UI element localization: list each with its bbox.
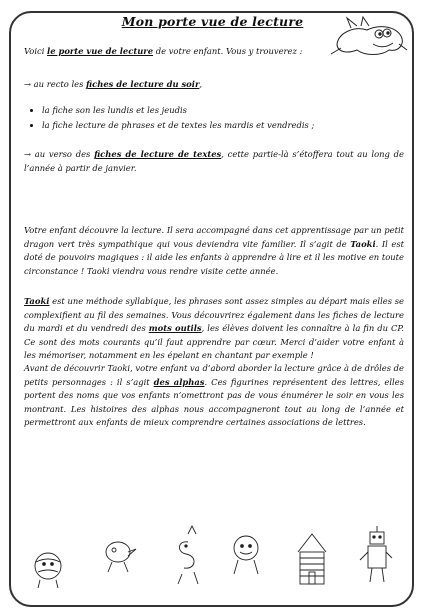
- recto-text-end: ,: [199, 79, 203, 89]
- page-title: Mon porte vue de lecture: [121, 14, 304, 29]
- intro-text: Voici: [24, 46, 48, 56]
- discovery-highlight: Taoki: [350, 238, 376, 249]
- alpha-figure-house-icon: [298, 534, 326, 584]
- recto-list: [30, 103, 412, 133]
- discovery-paragraph: [24, 224, 404, 278]
- discovery-text: Votre enfant découvre la lecture. Il sera accompagné dans cet apprentissage par un petit dragon vert très sympathique qui vous deviendra vite familier. Il s’agit de: [24, 225, 404, 249]
- alphas-text-end: . Ces figurines représentent des lettres, elles portent des noms que vos enfants n’omettront pas de vous énumérer le soir en vous les montrant. Les histoires des alphas nous accompagneront tout au long de l’année et permettront aux enfants de mieux comprendre certaines associations de lettres.: [24, 376, 404, 428]
- method-paragraph: [24, 295, 404, 363]
- method-text-end: , les élèves doivent les connaître à la fin du CP. Ce sont des mots courants qu’il faut apprendre par cœur. Merci d’aider votre enfant à les mémoriser, notamment en les épelant en chantant par exemple !: [24, 323, 404, 361]
- intro-text-end: de votre enfant. Vous y trouverez :: [153, 46, 303, 56]
- list-item: • la fiche lecture de phrases et de textes les mardis et vendredis ;: [42, 118, 412, 133]
- alpha-figure-ball-icon: [35, 553, 61, 588]
- alpha-figure-moon-icon: [234, 536, 258, 574]
- recto-text: → au recto les: [24, 79, 87, 89]
- recto-paragraph: [24, 78, 404, 92]
- method-text: est une méthode syllabique, les phrases sont assez simples au départ mais elles se complexifient au fil des semaines. Vous découvrirez également dans les fiches de lecture du mardi et du vendredi des: [24, 296, 404, 334]
- verso-paragraph: [24, 148, 404, 175]
- alpha-figures-row: [28, 522, 398, 592]
- discovery-text-end: . Il est doté de pouvoirs magiques : il aide les enfants à apprendre à lire et il les motive en toute circonstance ! Taoki viendra vous rendre visite cette année.: [24, 238, 404, 276]
- alpha-figure-robot-icon: [360, 526, 392, 582]
- intro-highlight: le porte vue de lecture: [47, 46, 154, 56]
- recto-highlight: fiches de lecture du soir: [86, 79, 200, 89]
- alphas-text: Avant de découvrir Taoki, votre enfant va d’abord aborder la lecture grâce à de drôles de petits personnages : il s’agit: [24, 363, 404, 387]
- alpha-figure-bird-icon: [106, 542, 136, 572]
- method-highlight: Taoki: [24, 296, 50, 306]
- alphas-highlight: des alphas: [153, 376, 205, 387]
- intro-paragraph: [24, 45, 404, 59]
- alphas-paragraph: [24, 362, 404, 430]
- verso-text: → au verso des: [24, 149, 95, 159]
- verso-text-end: , cette partie-là s’étoffera tout au long de l’année à partir de janvier.: [24, 149, 404, 173]
- alpha-figure-s-icon: [178, 526, 198, 584]
- verso-highlight: fiches de lecture de textes: [94, 149, 222, 159]
- method-highlight-2: mots outils: [148, 323, 202, 334]
- list-item: • la fiche son les lundis et les jeudis: [42, 103, 412, 118]
